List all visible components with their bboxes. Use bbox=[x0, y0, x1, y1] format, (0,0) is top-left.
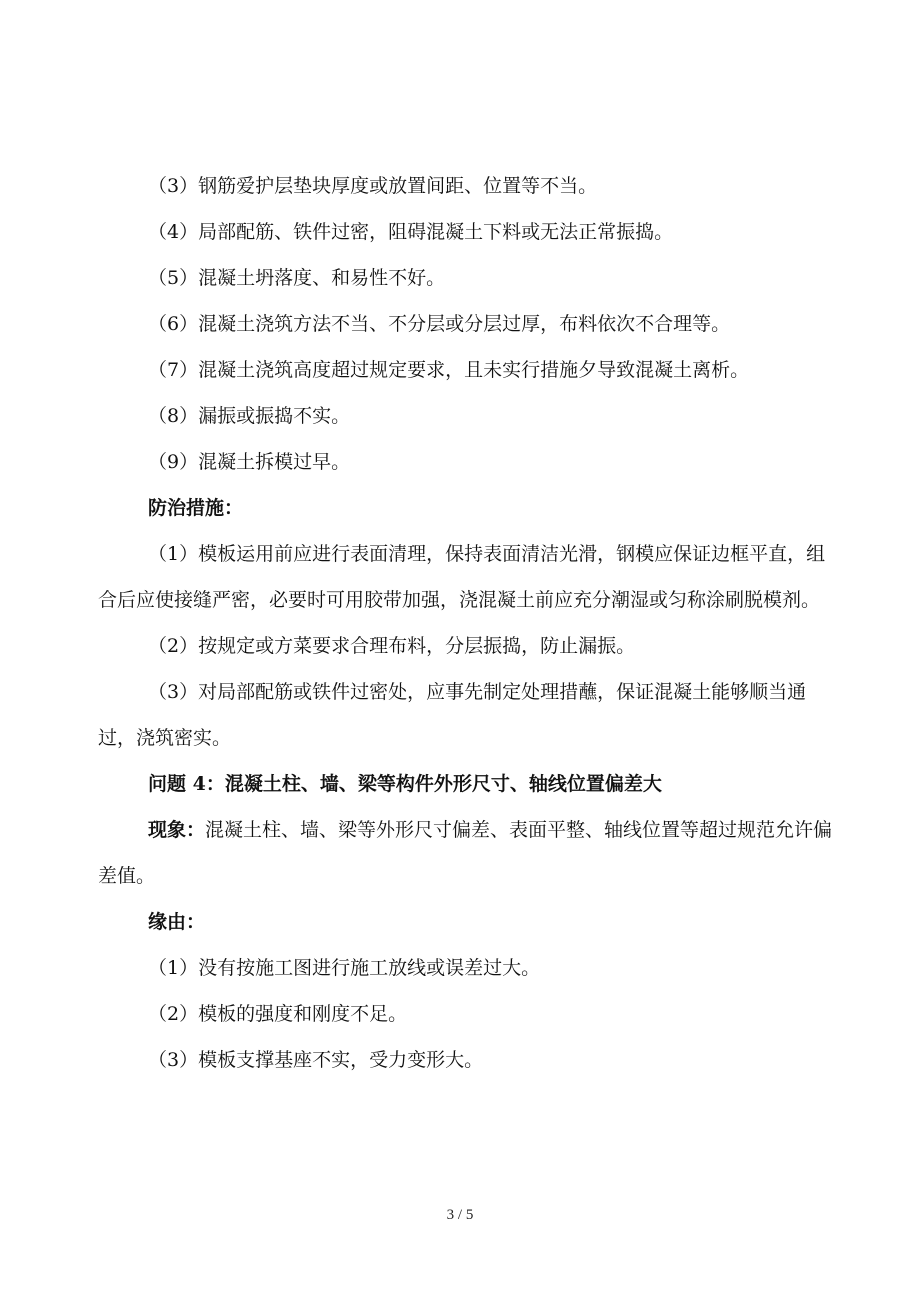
page-number: 3 / 5 bbox=[446, 1207, 474, 1223]
cause-item-7: （7）混凝土浇筑高度超过规定要求，且未实行措施夕导致混凝土离析。 bbox=[148, 359, 750, 381]
document-body bbox=[98, 163, 836, 1083]
cause-item-5: （5）混凝土坍落度、和易性不好。 bbox=[148, 267, 446, 289]
cause-heading: 缘由： bbox=[148, 911, 206, 933]
prevention-item-2: （2）按规定或方菜要求合理布料，分层振捣，防止漏振。 bbox=[148, 635, 636, 657]
prevention-item-3: （3）对局部配筋或铁件过密处，应事先制定处理措蘸，保证混凝土能够顺当通过，浇筑密实。 bbox=[98, 681, 807, 749]
reason-item-1: （1）没有按施工图进行施工放线或误差过大。 bbox=[148, 957, 541, 979]
cause-item-6: （6）混凝土浇筑方法不当、不分层或分层过厚，布料依次不合理等。 bbox=[148, 313, 731, 335]
reason-item-2: （2）模板的强度和刚度不足。 bbox=[148, 1003, 408, 1025]
reason-item-3: （3）模板支撑基座不实，受力变形大。 bbox=[148, 1049, 484, 1071]
phenomenon-label: 现象： bbox=[148, 819, 206, 841]
prevention-item-1: （1）模板运用前应进行表面清理，保持表面清洁光滑，钢模应保证边框平直，组合后应使接缝严密，必要时可用胶带加强，浇混凝土前应充分潮湿或匀称涂刷脱模剂。 bbox=[98, 543, 826, 611]
cause-item-4: （4）局部配筋、铁件过密，阻碍混凝土下料或无法正常振捣。 bbox=[148, 221, 674, 243]
cause-item-8: （8）漏振或振捣不实。 bbox=[148, 405, 351, 427]
prevention-heading: 防治措施： bbox=[148, 497, 244, 519]
cause-item-3: （3）钢筋爱护层垫块厚度或放置间距、位置等不当。 bbox=[148, 175, 598, 197]
cause-item-9: （9）混凝土拆模过早。 bbox=[148, 451, 351, 473]
phenomenon-text: 混凝土柱、墙、梁等外形尺寸偏差、表面平整、轴线位置等超过规范允许偏差值。 bbox=[98, 819, 833, 887]
problem-4-heading: 问题 4：混凝土柱、墙、梁等构件外形尺寸、轴线位置偏差大 bbox=[148, 773, 662, 795]
phenomenon-paragraph bbox=[98, 807, 836, 899]
